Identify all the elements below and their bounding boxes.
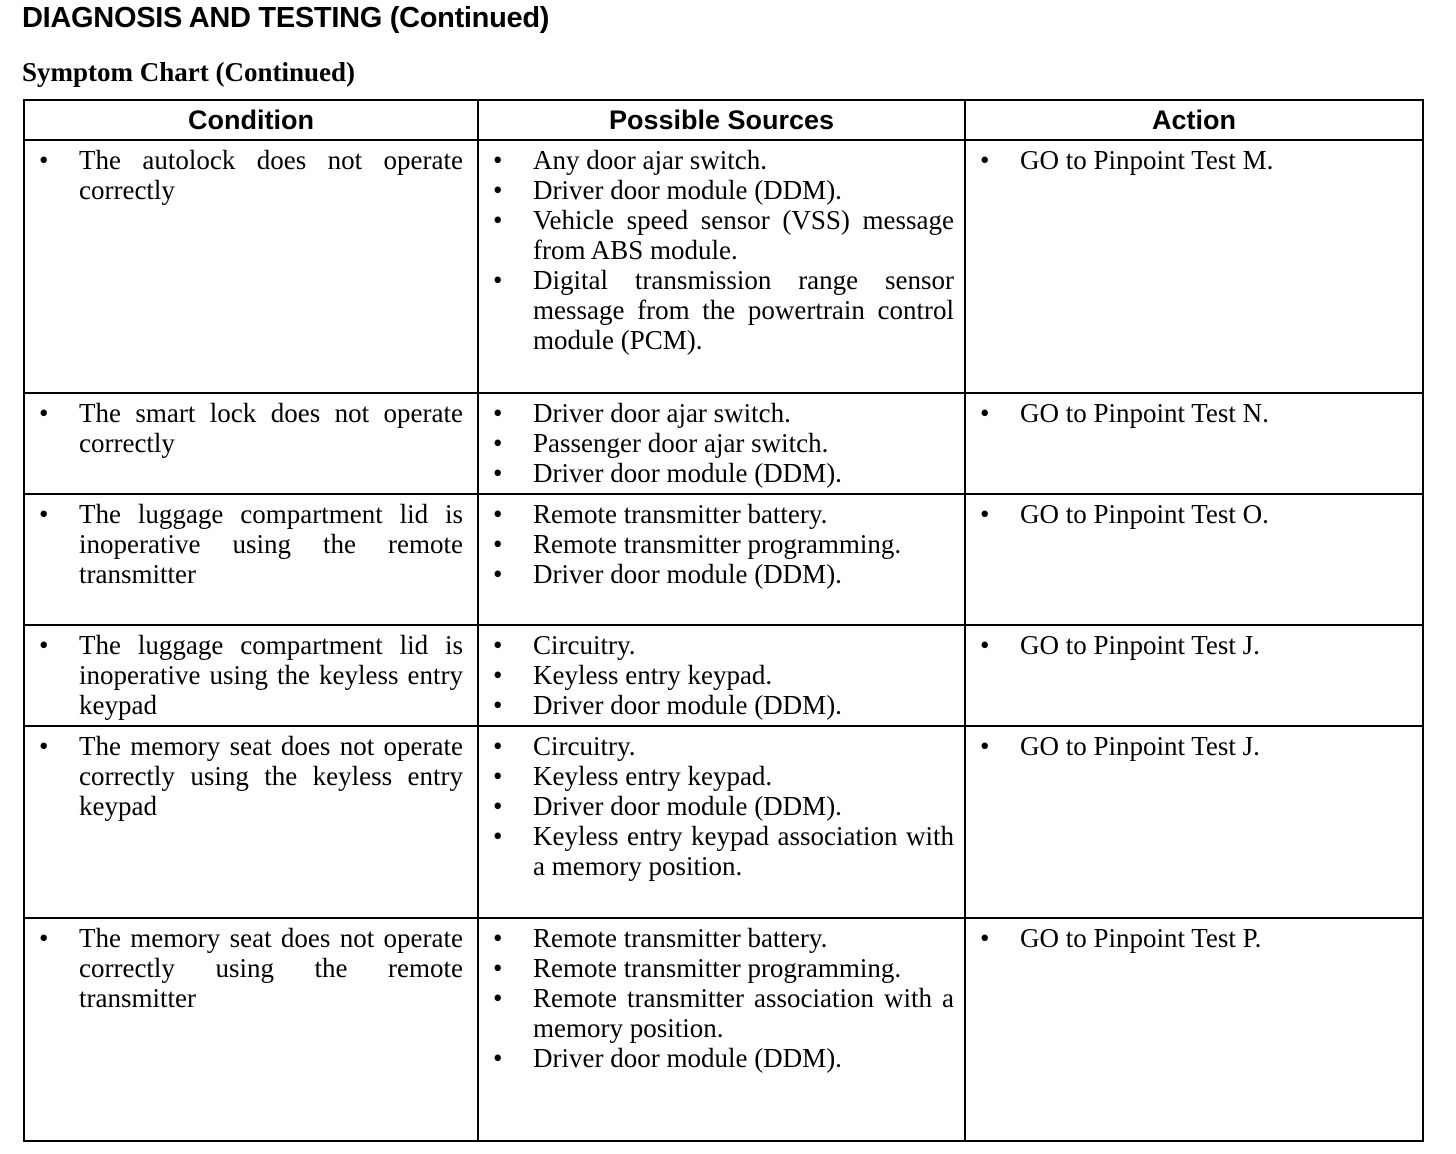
possible-sources-cell xyxy=(478,393,965,494)
list-item-text: The luggage compartment lid is inoperative using the keyless entry keypad xyxy=(79,630,463,720)
possible-sources-cell xyxy=(478,726,965,918)
bullet-icon: • xyxy=(493,145,503,175)
possible-sources-cell xyxy=(478,918,965,1141)
bullet-icon: • xyxy=(493,660,503,690)
list-item-text: GO to Pinpoint Test M. xyxy=(1020,145,1274,175)
list-item-text: Remote transmitter battery. xyxy=(533,923,828,953)
table-header-row xyxy=(24,100,1423,140)
bullet-icon: • xyxy=(493,731,503,761)
bullet-icon: • xyxy=(493,761,503,791)
list-item-text: Circuitry. xyxy=(533,630,636,660)
bullet-icon: • xyxy=(493,1043,503,1073)
condition-cell xyxy=(24,918,478,1141)
bullet-icon: • xyxy=(980,731,990,761)
condition-cell xyxy=(24,140,478,393)
list-item-text: Driver door ajar switch. xyxy=(533,398,791,428)
list-item xyxy=(479,791,964,821)
list-item-text: Driver door module (DDM). xyxy=(533,791,842,821)
list-item-text: GO to Pinpoint Test N. xyxy=(1020,398,1269,428)
list-item-text: Driver door module (DDM). xyxy=(533,559,842,589)
bullet-icon: • xyxy=(980,499,990,529)
list-item-text: Remote transmitter programming. xyxy=(533,953,902,983)
bullet-icon: • xyxy=(493,205,503,235)
column-header-action: Action xyxy=(965,100,1423,140)
table-row xyxy=(24,393,1423,494)
list-item xyxy=(479,428,964,458)
table-row xyxy=(24,726,1423,918)
list-item-text: Driver door module (DDM). xyxy=(533,175,842,205)
list-item-text: Passenger door ajar switch. xyxy=(533,428,829,458)
action-cell xyxy=(965,625,1423,726)
list-item xyxy=(479,559,964,589)
bullet-icon: • xyxy=(493,630,503,660)
column-header-condition: Condition xyxy=(24,100,478,140)
bullet-icon: • xyxy=(493,458,503,488)
list-item xyxy=(966,923,1422,953)
action-cell xyxy=(965,726,1423,918)
list-item-text: GO to Pinpoint Test J. xyxy=(1020,630,1260,660)
bullet-icon: • xyxy=(493,175,503,205)
section-title: Symptom Chart (Continued) xyxy=(22,57,356,87)
bullet-icon: • xyxy=(39,145,49,175)
possible-sources-cell xyxy=(478,140,965,393)
bullet-icon: • xyxy=(493,791,503,821)
list-item-text: Remote transmitter programming. xyxy=(533,529,902,559)
list-item-text: The memory seat does not operate correctly using the keyless entry keypad xyxy=(79,731,463,821)
list-item-text: The smart lock does not operate correctly xyxy=(79,398,463,458)
bullet-icon: • xyxy=(39,923,49,953)
condition-cell xyxy=(24,726,478,918)
bullet-icon: • xyxy=(39,499,49,529)
table-body xyxy=(24,140,1423,1141)
list-item xyxy=(25,499,477,589)
list-item xyxy=(479,731,964,761)
list-item-text: GO to Pinpoint Test O. xyxy=(1020,499,1269,529)
table-row xyxy=(24,625,1423,726)
list-item xyxy=(25,731,477,821)
bullet-icon: • xyxy=(493,821,503,851)
list-item xyxy=(479,529,964,559)
list-item xyxy=(479,175,964,205)
list-item xyxy=(479,660,964,690)
bullet-icon: • xyxy=(493,690,503,720)
bullet-icon: • xyxy=(493,398,503,428)
list-item xyxy=(966,499,1422,529)
bullet-icon: • xyxy=(493,923,503,953)
list-item xyxy=(966,398,1422,428)
bullet-icon: • xyxy=(39,731,49,761)
list-item-text: Circuitry. xyxy=(533,731,636,761)
list-item xyxy=(479,145,964,175)
list-item xyxy=(966,630,1422,660)
list-item xyxy=(25,923,477,1013)
bullet-icon: • xyxy=(39,398,49,428)
action-cell xyxy=(965,494,1423,625)
symptom-chart-table xyxy=(23,99,1424,1142)
list-item-text: Any door ajar switch. xyxy=(533,145,767,175)
bullet-icon: • xyxy=(980,145,990,175)
list-item xyxy=(479,265,964,355)
condition-cell xyxy=(24,494,478,625)
list-item xyxy=(479,953,964,983)
condition-cell xyxy=(24,393,478,494)
list-item xyxy=(25,630,477,720)
bullet-icon: • xyxy=(980,398,990,428)
table-row xyxy=(24,494,1423,625)
list-item xyxy=(479,690,964,720)
list-item xyxy=(966,731,1422,761)
list-item-text: The luggage compartment lid is inoperative using the remote transmitter xyxy=(79,499,463,589)
list-item-text: Keyless entry keypad. xyxy=(533,660,773,690)
condition-cell xyxy=(24,625,478,726)
list-item xyxy=(479,983,964,1043)
list-item-text: Driver door module (DDM). xyxy=(533,690,842,720)
bullet-icon: • xyxy=(980,923,990,953)
bullet-icon: • xyxy=(493,983,503,1013)
table-row xyxy=(24,140,1423,393)
list-item-text: GO to Pinpoint Test P. xyxy=(1020,923,1262,953)
list-item xyxy=(479,205,964,265)
list-item-text: Digital transmission range sensor message from the powertrain control module (PCM). xyxy=(533,265,954,355)
action-cell xyxy=(965,918,1423,1141)
list-item-text: Driver door module (DDM). xyxy=(533,1043,842,1073)
bullet-icon: • xyxy=(493,559,503,589)
list-item xyxy=(479,1043,964,1073)
list-item-text: Keyless entry keypad. xyxy=(533,761,773,791)
page-title: DIAGNOSIS AND TESTING (Continued) xyxy=(22,2,550,34)
list-item-text: Remote transmitter association with a memory position. xyxy=(533,983,954,1043)
list-item xyxy=(479,630,964,660)
list-item xyxy=(25,398,477,458)
list-item-text: The memory seat does not operate correctly using the remote transmitter xyxy=(79,923,463,1013)
action-cell xyxy=(965,393,1423,494)
list-item xyxy=(479,499,964,529)
list-item xyxy=(479,398,964,428)
list-item xyxy=(479,761,964,791)
list-item-text: Driver door module (DDM). xyxy=(533,458,842,488)
bullet-icon: • xyxy=(980,630,990,660)
bullet-icon: • xyxy=(493,428,503,458)
list-item-text: Remote transmitter battery. xyxy=(533,499,828,529)
list-item-text: GO to Pinpoint Test J. xyxy=(1020,731,1260,761)
list-item xyxy=(25,145,477,205)
list-item-text: Vehicle speed sensor (VSS) message from ABS module. xyxy=(533,205,954,265)
list-item-text: Keyless entry keypad association with a memory position. xyxy=(533,821,954,881)
bullet-icon: • xyxy=(39,630,49,660)
list-item xyxy=(966,145,1422,175)
bullet-icon: • xyxy=(493,953,503,983)
table-row xyxy=(24,918,1423,1141)
list-item xyxy=(479,458,964,488)
possible-sources-cell xyxy=(478,625,965,726)
list-item xyxy=(479,821,964,881)
bullet-icon: • xyxy=(493,529,503,559)
bullet-icon: • xyxy=(493,499,503,529)
list-item xyxy=(479,923,964,953)
list-item-text: The autolock does not operate correctly xyxy=(79,145,463,205)
possible-sources-cell xyxy=(478,494,965,625)
action-cell xyxy=(965,140,1423,393)
column-header-possible-sources: Possible Sources xyxy=(478,100,965,140)
bullet-icon: • xyxy=(493,265,503,295)
